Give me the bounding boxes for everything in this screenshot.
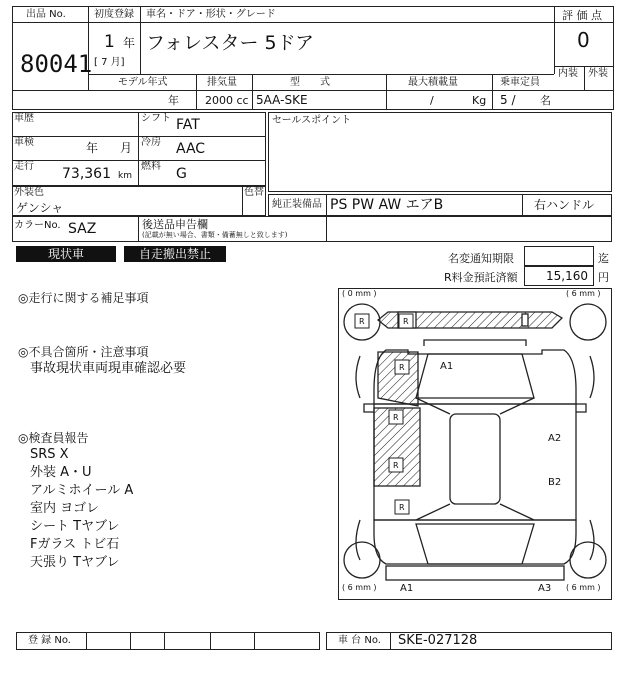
aftermarket-label: 後送品申告欄 (142, 218, 208, 231)
tire-front-right: ( 6 mm ) (566, 289, 601, 298)
mark-a3: A3 (538, 583, 552, 594)
equipment-value: PS PW AW エアB (330, 197, 444, 213)
tire-rear-right: ( 6 mm ) (566, 583, 601, 592)
exterior-color-value: ゲンシャ (16, 201, 64, 215)
first-reg-year-unit: 年 (123, 36, 136, 50)
car-name: フォレスター 5ドア (146, 32, 315, 54)
color-change-label: 色替 (244, 187, 264, 198)
chassis-value: SKE-027128 (398, 633, 478, 648)
aftermarket-note: (記載が無い場合、書類・備蓄無しと致します) (142, 231, 288, 239)
recycle-label: R料金預託済額 (444, 271, 518, 284)
lot-no: 80041 (20, 50, 93, 78)
inspector-line: 天張り Tヤブレ (30, 555, 120, 570)
sales-point-label: セールスポイント (272, 115, 352, 126)
car-name-label: 車名・ドア・形状・グレード (146, 9, 276, 20)
mileage-value: 73,361 (62, 166, 111, 182)
inspection-label: 車検 (14, 137, 34, 148)
capacity-value: 5 / (500, 93, 516, 107)
mark-a2: A2 (548, 433, 562, 444)
inspector-line: 外装 A・U (30, 465, 92, 480)
mark-a1-top: A1 (440, 361, 454, 372)
recycle-value: 15,160 (546, 269, 588, 283)
fuel-label: 燃料 (141, 161, 161, 172)
name-change-label: 名変通知期限 (448, 252, 514, 265)
type-value: 5AA-SKE (256, 93, 308, 107)
model-year-unit: 年 (168, 94, 179, 107)
type-label: 型 式 (290, 77, 330, 88)
inspector-heading: ◎検査員報告 (18, 431, 89, 445)
driving-heading: ◎走行に関する補足事項 (18, 291, 149, 305)
shift-value: FAT (176, 117, 200, 133)
first-reg-year: 1 (104, 32, 115, 52)
mark-r: R (393, 461, 399, 470)
lot-no-label: 出品 No. (26, 9, 66, 20)
fuel-value: G (176, 166, 187, 182)
tire-rear-left: ( 6 mm ) (342, 583, 377, 592)
color-no-value: SAZ (68, 221, 97, 237)
displacement-value: 2000 cc (205, 94, 249, 107)
car-top-view (356, 340, 594, 564)
score-label: 評 価 点 (562, 9, 602, 22)
first-reg-label: 初度登録 (94, 9, 134, 20)
chassis-label: 車 台 No. (338, 635, 381, 646)
car-front-view (344, 304, 606, 340)
steering-value: 右ハンドル (534, 198, 595, 212)
inspection-year: 年 (86, 141, 99, 155)
capacity-label: 乗車定員 (500, 77, 540, 88)
mark-r: R (403, 317, 409, 326)
exterior-label: 外装 (588, 68, 608, 79)
color-no-label: カラーNo. (14, 220, 61, 231)
name-change-box (524, 246, 594, 266)
mark-a1-bottom: A1 (400, 583, 414, 594)
current-car-badge: 現状車 (16, 246, 116, 262)
capacity-unit: 名 (540, 94, 551, 107)
inspector-line: 室内 ヨゴレ (30, 501, 100, 516)
reg-no-label: 登 録 No. (28, 635, 71, 646)
no-self-drive-badge: 自走搬出禁止 (124, 246, 226, 262)
displacement-label: 排気量 (207, 77, 237, 88)
interior-label: 内装 (558, 68, 578, 79)
equipment-label: 純正装備品 (272, 199, 322, 210)
mark-r: R (393, 413, 399, 422)
inspector-line: SRS X (30, 447, 69, 462)
tire-front-left: ( 0 mm ) (342, 289, 377, 298)
car-condition-diagram (338, 288, 612, 600)
model-year-label: モデル年式 (118, 77, 168, 88)
aircon-value: AAC (176, 141, 206, 157)
max-load-label: 最大積載量 (408, 77, 458, 88)
max-load-value: / (430, 94, 434, 107)
recycle-unit: 円 (598, 271, 609, 284)
history-label: 車歴 (14, 113, 34, 124)
inspector-line: シート Tヤブレ (30, 519, 120, 534)
name-change-unit: 迄 (598, 252, 609, 265)
score-value: 0 (577, 28, 590, 52)
inspector-line: Fガラス トビ石 (30, 537, 120, 552)
mileage-label: 走行 (14, 161, 34, 172)
first-reg-month: [ 7 月] (94, 57, 125, 68)
exterior-color-label: 外装色 (14, 187, 44, 198)
inspector-line: アルミホイール A (30, 483, 134, 498)
mark-r: R (399, 503, 405, 512)
mark-r: R (359, 317, 365, 326)
defects-heading: ◎不具合箇所・注意事項 (18, 345, 149, 359)
inspection-month: 月 (120, 141, 133, 155)
car-rear-view (344, 542, 606, 580)
defects-text: 事故現状車両現車確認必要 (30, 361, 187, 376)
mileage-unit: km (118, 171, 132, 181)
shift-label: シフト (141, 113, 171, 124)
aircon-label: 冷房 (141, 137, 161, 148)
mark-r: R (399, 363, 405, 372)
max-load-unit: Kg (472, 94, 487, 107)
mark-b2: B2 (548, 477, 562, 488)
